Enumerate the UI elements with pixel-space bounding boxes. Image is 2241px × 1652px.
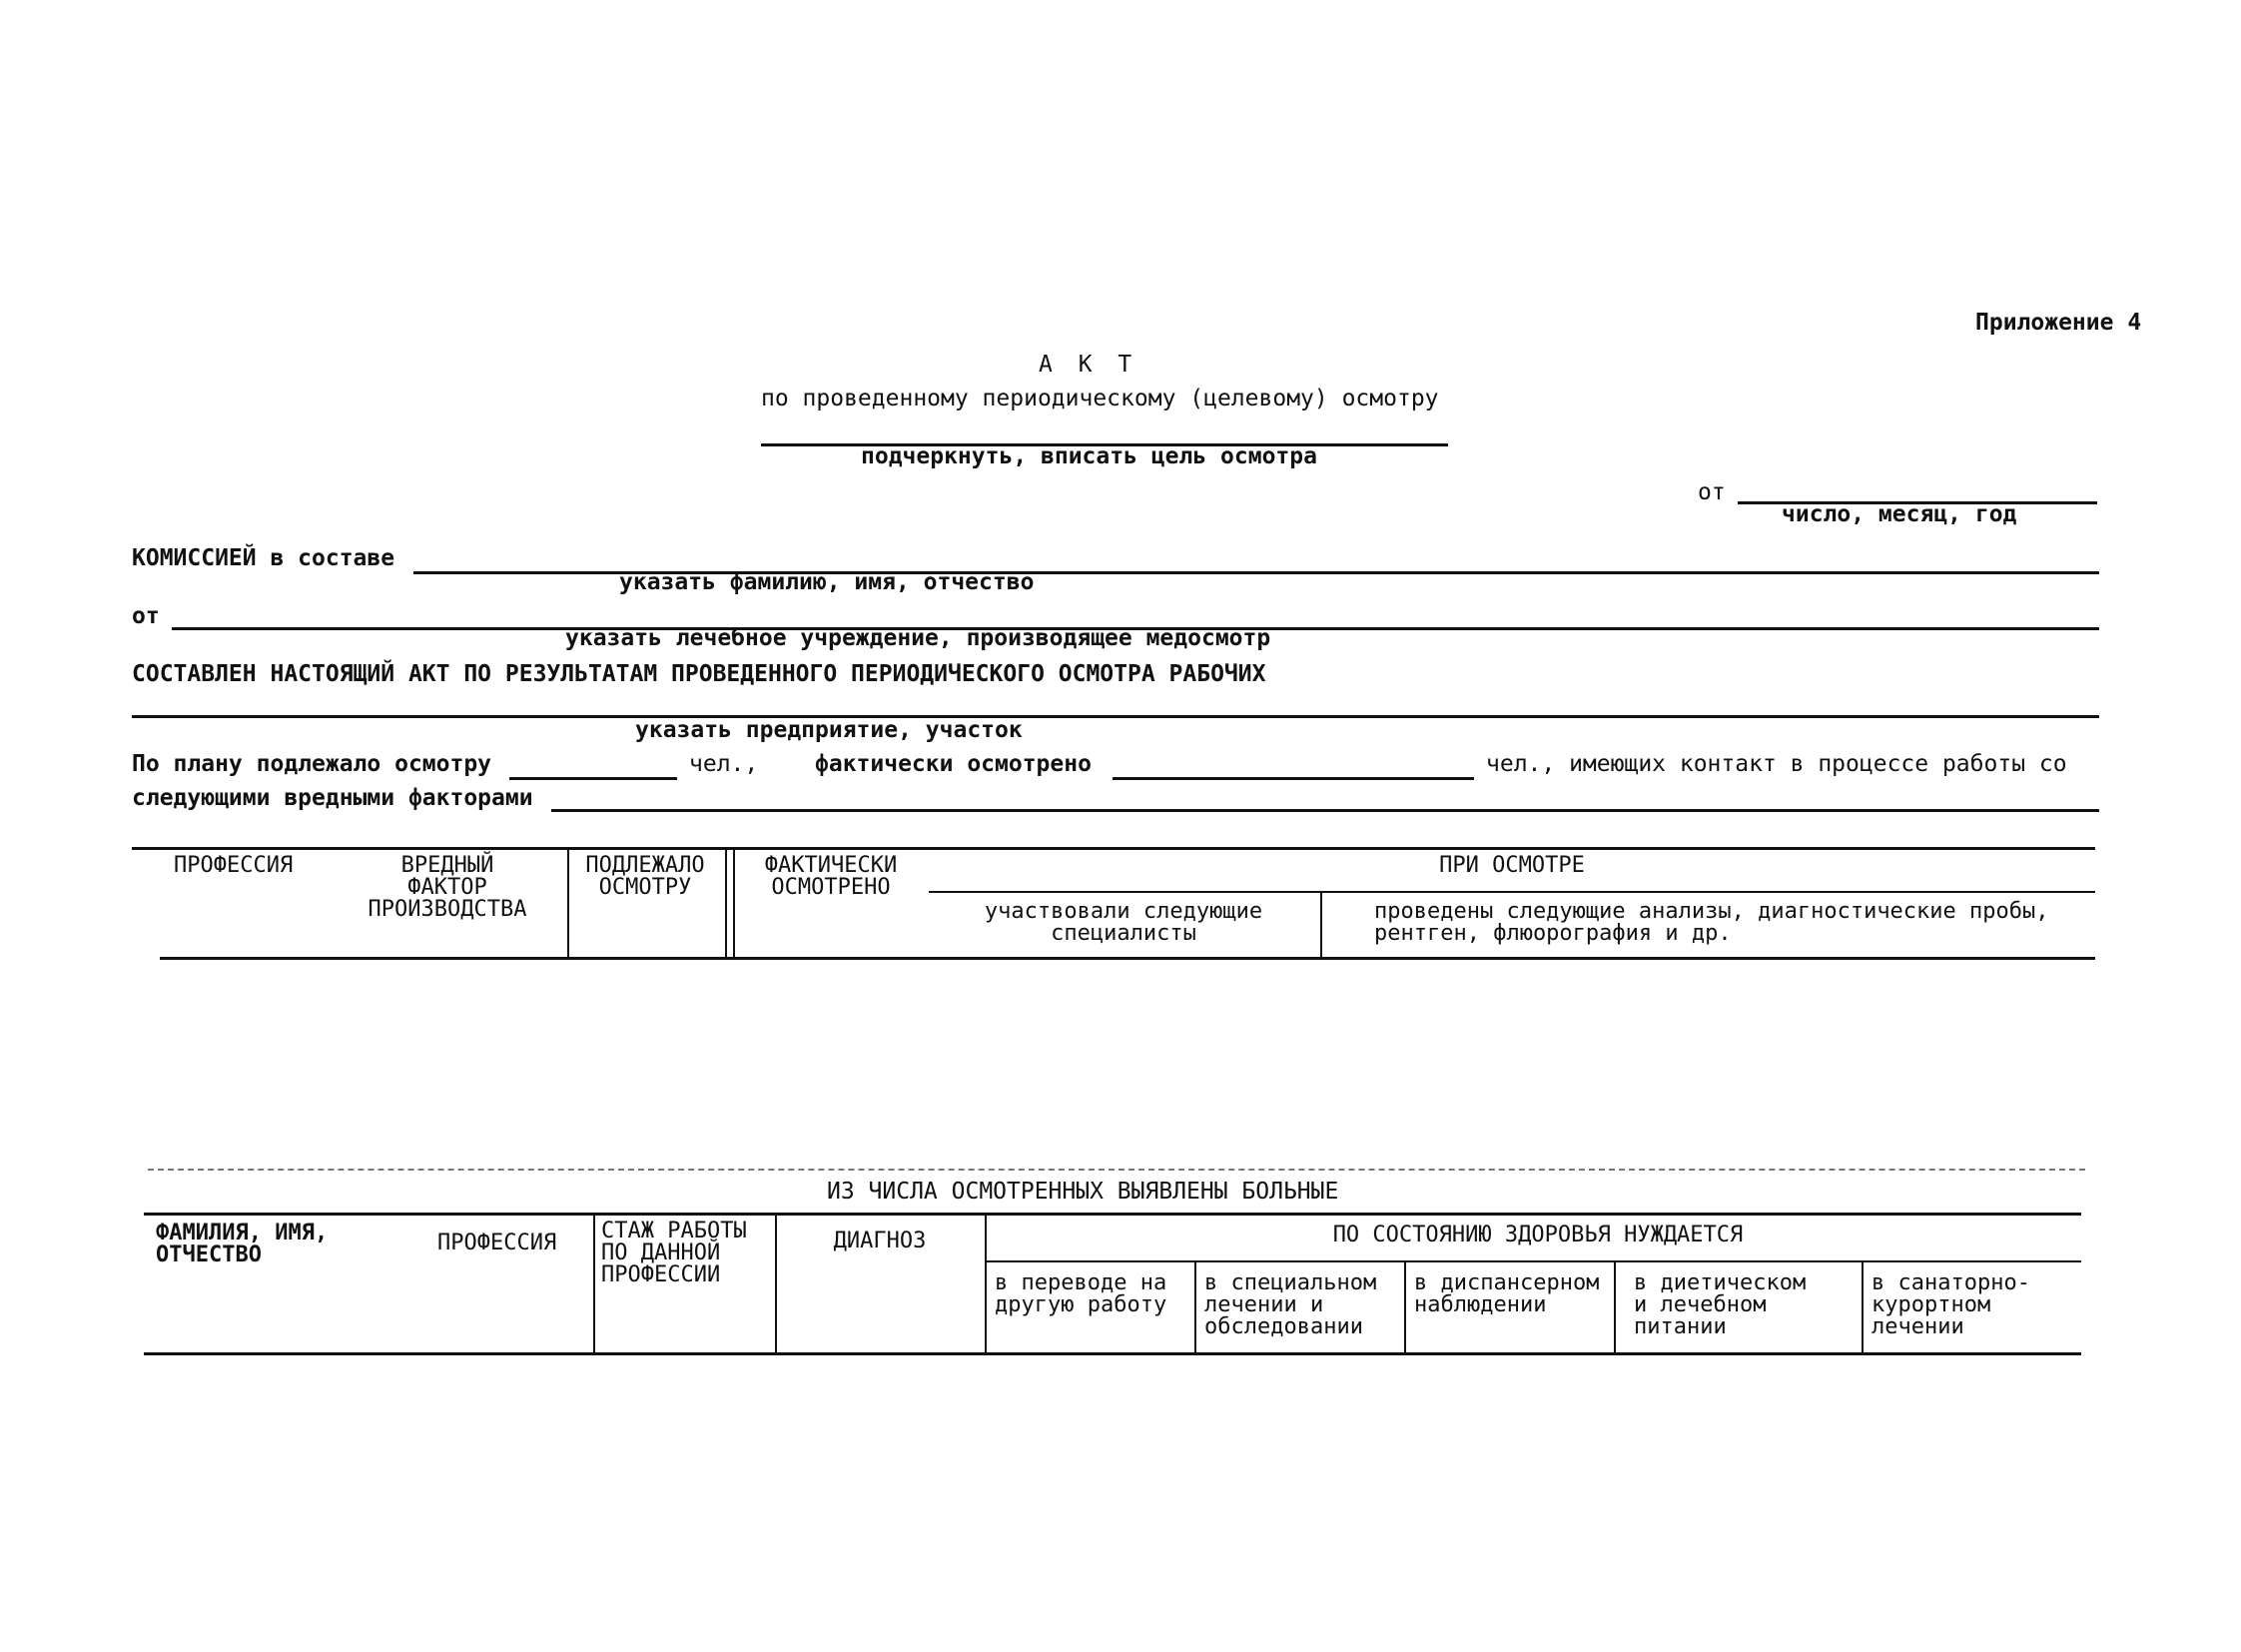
col-harmful-factor: ВРЕДНЫЙ ФАКТОР ПРОИЗВОДСТВА <box>368 853 527 922</box>
table1-col-divider <box>725 849 727 959</box>
faint-divider <box>148 1169 2085 1171</box>
col-specialists: участвовали следующие специалисты <box>984 899 1263 946</box>
table2-col-divider <box>985 1215 987 1354</box>
table2-top-border <box>144 1213 2081 1216</box>
col-transfer: в переводе на другую работу <box>995 1270 1167 1317</box>
people-label-2: чел., имеющих контакт в процессе работы со <box>1486 751 2067 777</box>
col-special-treatment: в специальном лечении и обследовании <box>1204 1270 1377 1339</box>
purpose-hint: подчеркнуть, вписать цель осмотра <box>861 443 1317 469</box>
table1-mid-border <box>929 891 2095 893</box>
col-health-needs: ПО СОСТОЯНИЮ ЗДОРОВЬЯ НУЖДАЕТСЯ <box>1332 1223 1744 1247</box>
col-profession: ПРОФЕССИЯ <box>174 853 294 878</box>
enterprise-hint: указать предприятие, участок <box>635 717 1023 743</box>
harmful-factors-label: следующими вредными факторами <box>132 785 533 811</box>
col-diagnosis: ДИАГНОЗ <box>833 1229 927 1253</box>
col-analyses: проведены следующие анализы, диагностические пробы, рентген, флюорография и др. <box>1374 899 2049 946</box>
from-label: от <box>132 603 160 629</box>
table2-col-divider <box>775 1215 777 1354</box>
col-diet: в диетическом и лечебном питании <box>1634 1270 1807 1339</box>
date-hint: число, месяц, год <box>1782 501 2017 527</box>
plan-count-line <box>509 777 677 780</box>
composed-text: СОСТАВЛЕН НАСТОЯЩИЙ АКТ ПО РЕЗУЛЬТАТАМ ПРОВЕДЕННОГО ПЕРИОДИЧЕСКОГО ОСМОТРА РАБОЧИХ <box>132 661 1266 687</box>
document-subtitle: по проведенному периодическому (целевому) осмотру <box>761 386 1439 412</box>
table1-col-divider <box>1320 893 1322 959</box>
col-sanatorium: в санаторно- курортном лечении <box>1871 1270 2030 1339</box>
people-label-1: чел., <box>689 751 759 777</box>
commission-hint: указать фамилию, имя, отчество <box>619 569 1035 595</box>
table2-col-divider <box>1862 1262 1864 1354</box>
document-title: А К Т <box>1039 352 1138 378</box>
table2-col-divider <box>1194 1262 1196 1354</box>
col-examined: ФАКТИЧЕСКИ ОСМОТРЕНО <box>764 853 898 900</box>
col-during-exam: ПРИ ОСМОТРЕ <box>1439 853 1585 878</box>
table1-top-border <box>132 847 2095 850</box>
col-profession-2: ПРОФЕССИЯ <box>437 1231 557 1255</box>
actual-label: фактически осмотрено <box>815 751 1092 777</box>
table2-title: ИЗ ЧИСЛА ОСМОТРЕННЫХ ВЫЯВЛЕНЫ БОЛЬНЫЕ <box>827 1179 1339 1205</box>
table2-col-divider <box>1614 1262 1616 1354</box>
table1-bottom-border <box>160 957 2095 960</box>
appendix-label: Приложение 4 <box>1975 310 2142 336</box>
table2-col-divider <box>1404 1262 1406 1354</box>
table1-col-divider <box>733 849 735 959</box>
plan-label: По плану подлежало осмотру <box>132 751 492 777</box>
table1-col-divider <box>567 849 569 959</box>
date-prefix: от <box>1698 479 1726 505</box>
enterprise-line <box>132 715 2099 718</box>
actual-count-line <box>1113 777 1474 780</box>
institution-hint: указать лечебное учреждение, производящее медосмотр <box>565 625 1271 651</box>
commission-label: КОМИССИЕЙ в составе <box>132 545 395 571</box>
table2-bottom-border <box>144 1352 2081 1355</box>
col-experience: СТАЖ РАБОТЫ ПО ДАННОЙ ПРОФЕССИИ <box>601 1219 747 1287</box>
harmful-factors-line <box>551 809 2099 812</box>
col-full-name: ФАМИЛИЯ, ИМЯ, ОТЧЕСТВО <box>156 1221 329 1267</box>
table2-col-divider <box>593 1215 595 1354</box>
table2-mid-border <box>985 1260 2081 1262</box>
col-dispensary: в диспансерном наблюдении <box>1414 1270 1600 1317</box>
col-to-examine: ПОДЛЕЖАЛО ОСМОТРУ <box>585 853 705 900</box>
